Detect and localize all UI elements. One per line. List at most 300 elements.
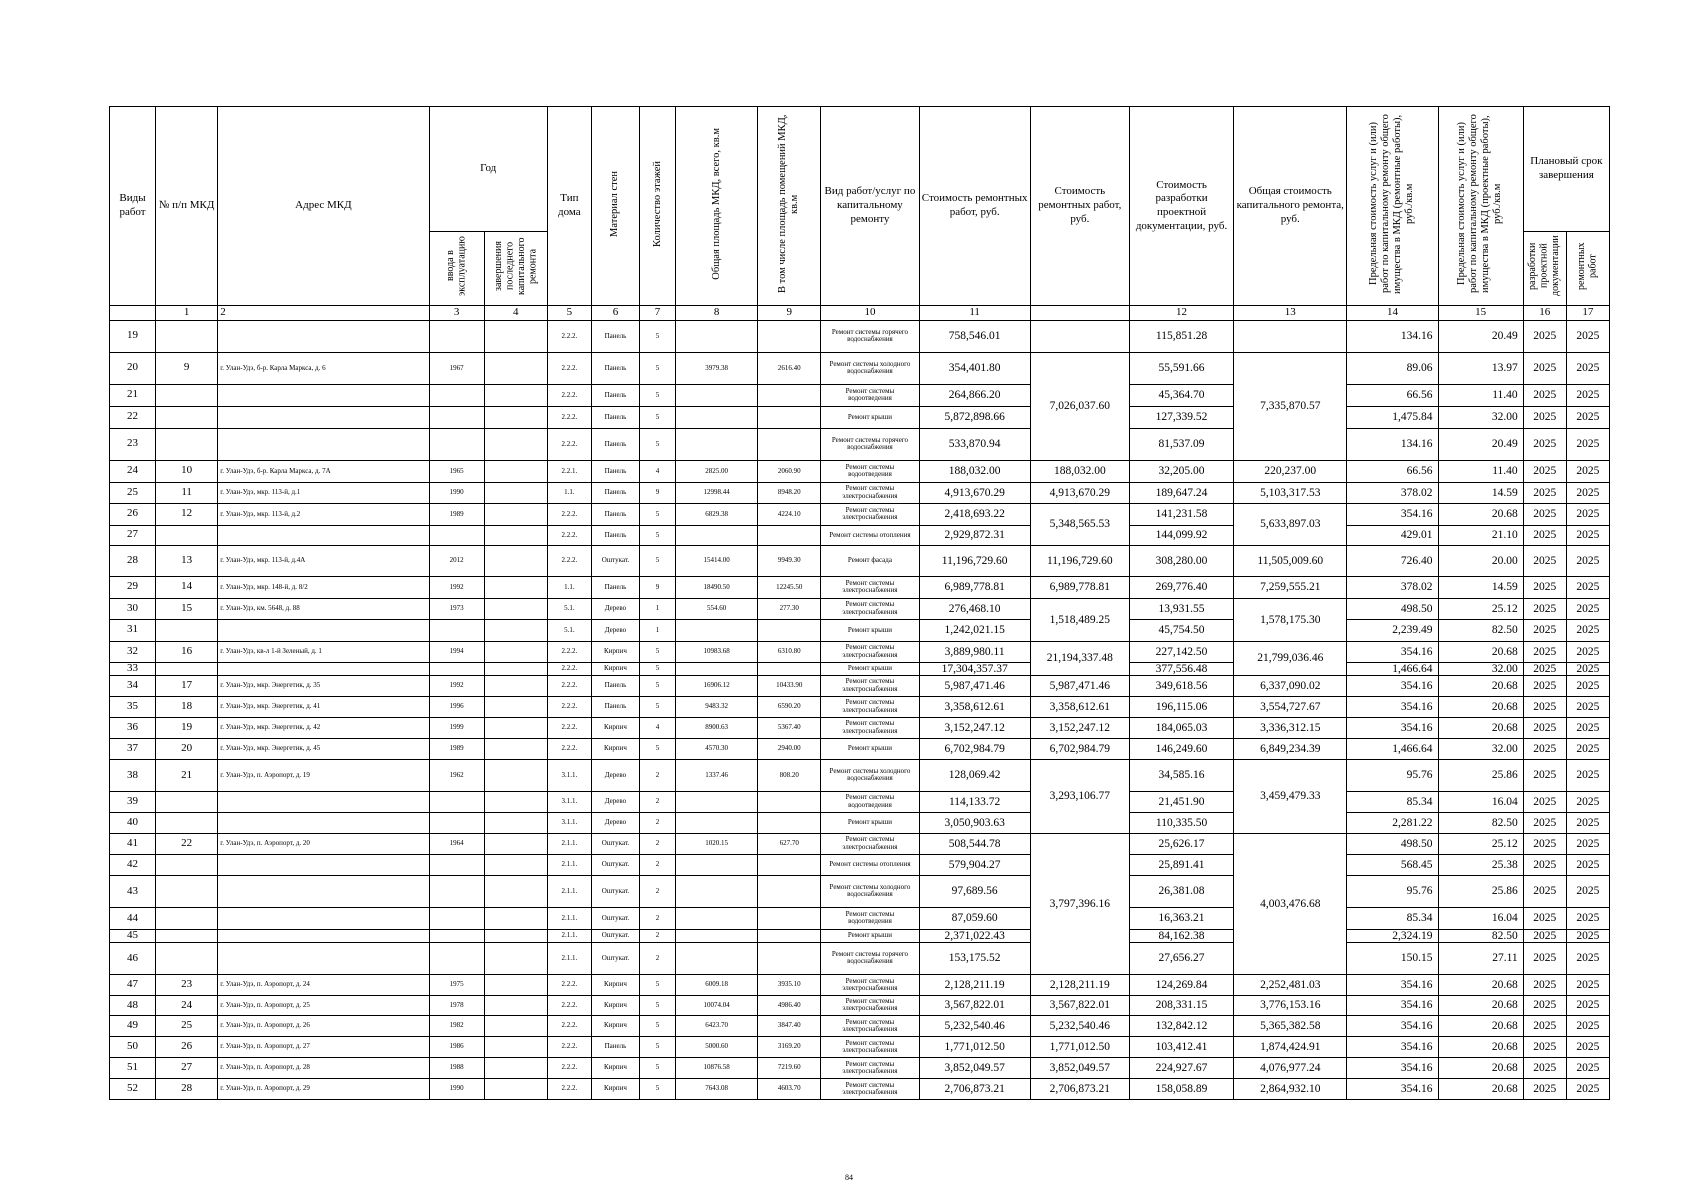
cell-house-type: 2.2.2. <box>547 503 591 525</box>
table-row <box>110 428 1610 460</box>
header-srok-rem-text: ремонтных работ <box>1576 242 1599 290</box>
cell-design-cost: 110,335.50 <box>1129 812 1233 833</box>
cell-total-capital-cost: 1,874,424.91 <box>1234 1036 1347 1057</box>
cell-deadline-design: 2025 <box>1523 995 1566 1015</box>
cell-premises-area: 3935.10 <box>758 974 821 995</box>
cell-floors: 5 <box>640 406 676 428</box>
cell-deadline-design: 2025 <box>1523 833 1566 854</box>
col-number: 4 <box>484 306 547 321</box>
cell-design-cost: 34,585.16 <box>1129 759 1233 791</box>
cell-deadline-repair: 2025 <box>1566 598 1609 619</box>
table-row <box>110 929 1610 942</box>
cell-vid-rabot: 31 <box>110 619 156 641</box>
cell-limit-repair-cost: 726.40 <box>1347 545 1438 576</box>
cell-deadline-design: 2025 <box>1523 576 1566 598</box>
cell-mkd-number <box>156 384 218 406</box>
cell-address <box>218 384 429 406</box>
header-vid-rabot-uslug: Вид работ/услуг по капитальному ремонту <box>821 107 919 306</box>
cell-year-built: 2012 <box>429 545 484 576</box>
cell-wall-material: Кирпич <box>591 1015 639 1036</box>
cell-mkd-number <box>156 942 218 974</box>
cell-vid-rabot: 51 <box>110 1057 156 1078</box>
cell-deadline-repair: 2025 <box>1566 875 1609 907</box>
cell-mkd-number <box>156 812 218 833</box>
cell-deadline-repair: 2025 <box>1566 641 1609 662</box>
cell-deadline-design: 2025 <box>1523 1015 1566 1036</box>
cell-design-cost: 349,618.56 <box>1129 675 1233 696</box>
cell-premises-area <box>758 812 821 833</box>
cell-wall-material: Кирпич <box>591 1078 639 1099</box>
cell-premises-area <box>758 929 821 942</box>
col-number: 9 <box>758 306 821 321</box>
cell-work-type: Ремонт крыши <box>821 406 919 428</box>
header-planovy-srok: Плановый срок завершения <box>1523 107 1609 232</box>
cell-house-type: 2.2.2. <box>547 1015 591 1036</box>
table-row <box>110 576 1610 598</box>
cell-limit-repair-cost: 85.34 <box>1347 907 1438 929</box>
cell-deadline-repair: 2025 <box>1566 503 1609 525</box>
cell-deadline-repair: 2025 <box>1566 406 1609 428</box>
cell-total-area: 554.60 <box>676 598 758 619</box>
table-row <box>110 503 1610 525</box>
cell-wall-material: Панель <box>591 406 639 428</box>
cell-year-last-repair <box>484 812 547 833</box>
cell-total-capital-cost: 5,633,897.03 <box>1234 503 1347 545</box>
cell-premises-area <box>758 662 821 675</box>
cell-design-cost: 377,556.48 <box>1129 662 1233 675</box>
cell-work-type: Ремонт системы водоотведения <box>821 384 919 406</box>
cell-total-area: 6423.70 <box>676 1015 758 1036</box>
col-number: 14 <box>1347 306 1438 321</box>
cell-year-last-repair <box>484 460 547 482</box>
cell-design-cost: 25,891.41 <box>1129 854 1233 875</box>
cell-floors: 5 <box>640 995 676 1015</box>
cell-wall-material: Панель <box>591 384 639 406</box>
cell-deadline-design: 2025 <box>1523 428 1566 460</box>
header-kol-etazhey <box>640 107 676 306</box>
cell-wall-material: Оштукат. <box>591 942 639 974</box>
cell-repair-cost-total: 1,771,012.50 <box>1030 1036 1129 1057</box>
header-stoimost-rem-2: Стоимость ремонтных работ, руб. <box>1030 107 1129 306</box>
cell-address <box>218 791 429 812</box>
cell-mkd-number <box>156 929 218 942</box>
col-number: 13 <box>1234 306 1347 321</box>
cell-work-type: Ремонт системы отопления <box>821 525 919 545</box>
header-srok-razrabotki <box>1523 232 1566 306</box>
cell-limit-design-cost: 20.68 <box>1438 974 1523 995</box>
cell-deadline-repair: 2025 <box>1566 619 1609 641</box>
cell-total-area <box>676 525 758 545</box>
cell-limit-design-cost: 27.11 <box>1438 942 1523 974</box>
cell-limit-design-cost: 20.68 <box>1438 641 1523 662</box>
cell-year-last-repair <box>484 942 547 974</box>
cell-premises-area: 9949.30 <box>758 545 821 576</box>
cell-vid-rabot: 37 <box>110 738 156 759</box>
cell-vid-rabot: 45 <box>110 929 156 942</box>
cell-work-type: Ремонт системы электроснабжения <box>821 482 919 503</box>
cell-work-type: Ремонт системы электроснабжения <box>821 1078 919 1099</box>
cell-address <box>218 854 429 875</box>
cell-address: г. Улан-Удэ, п. Аэропорт, д. 25 <box>218 995 429 1015</box>
cell-address: г. Улан-Удэ, км. 5648, д. 88 <box>218 598 429 619</box>
cell-deadline-design: 2025 <box>1523 1057 1566 1078</box>
cell-year-last-repair <box>484 641 547 662</box>
cell-work-type: Ремонт системы горячего водоснабжения <box>821 428 919 460</box>
cell-deadline-design: 2025 <box>1523 662 1566 675</box>
cell-house-type: 2.2.2. <box>547 717 591 738</box>
cell-work-type: Ремонт системы электроснабжения <box>821 696 919 717</box>
header-predel-rem-text: Предельная стоимость услуг и (или) работ по капитальному ремонту общего имущества в МКД (ремонтные работы), руб./кв.м <box>1368 114 1416 294</box>
cell-deadline-repair: 2025 <box>1566 352 1609 384</box>
cell-address: г. Улан-Удэ, мкр. Энергетик, д. 41 <box>218 696 429 717</box>
cell-house-type: 2.2.2. <box>547 974 591 995</box>
cell-year-built: 1996 <box>429 696 484 717</box>
cell-deadline-repair: 2025 <box>1566 812 1609 833</box>
cell-limit-repair-cost: 354.16 <box>1347 974 1438 995</box>
header-vid-rabot: Виды работ <box>110 107 156 306</box>
table-row <box>110 352 1610 384</box>
cell-floors: 5 <box>640 1036 676 1057</box>
cell-deadline-repair: 2025 <box>1566 974 1609 995</box>
cell-address: г. Улан-Удэ, п. Аэропорт, д. 19 <box>218 759 429 791</box>
header-god-vvoda <box>429 232 484 306</box>
cell-address: г. Улан-Удэ, п. Аэропорт, д. 20 <box>218 833 429 854</box>
cell-repair-cost: 153,175.52 <box>919 942 1030 974</box>
col-number: 2 <box>218 306 429 321</box>
col-number: 5 <box>547 306 591 321</box>
cell-limit-design-cost: 82.50 <box>1438 929 1523 942</box>
table-row <box>110 384 1610 406</box>
cell-year-built: 1964 <box>429 833 484 854</box>
cell-repair-cost-total: 6,702,984.79 <box>1030 738 1129 759</box>
cell-work-type: Ремонт системы водоотведения <box>821 460 919 482</box>
cell-mkd-number: 24 <box>156 995 218 1015</box>
cell-year-last-repair <box>484 619 547 641</box>
cell-mkd-number <box>156 662 218 675</box>
cell-design-cost: 158,058.89 <box>1129 1078 1233 1099</box>
cell-vid-rabot: 39 <box>110 791 156 812</box>
cell-floors: 5 <box>640 1078 676 1099</box>
header-god-vvoda-text: ввода в эксплуатацию <box>445 236 468 297</box>
cell-house-type: 5.1. <box>547 598 591 619</box>
col-number <box>110 306 156 321</box>
cell-limit-repair-cost: 354.16 <box>1347 1015 1438 1036</box>
cell-year-built: 1978 <box>429 995 484 1015</box>
cell-limit-design-cost: 32.00 <box>1438 662 1523 675</box>
cell-limit-design-cost: 20.68 <box>1438 995 1523 1015</box>
cell-total-area <box>676 428 758 460</box>
cell-repair-cost: 114,133.72 <box>919 791 1030 812</box>
cell-repair-cost-total: 1,518,489.25 <box>1030 598 1129 641</box>
capital-repair-register-table <box>109 106 1610 1100</box>
cell-year-last-repair <box>484 384 547 406</box>
cell-total-area: 12998.44 <box>676 482 758 503</box>
cell-repair-cost: 276,468.10 <box>919 598 1030 619</box>
cell-mkd-number: 21 <box>156 759 218 791</box>
cell-year-last-repair <box>484 738 547 759</box>
cell-vid-rabot: 24 <box>110 460 156 482</box>
cell-total-capital-cost: 6,849,234.39 <box>1234 738 1347 759</box>
col-number: 1 <box>156 306 218 321</box>
cell-wall-material: Панель <box>591 482 639 503</box>
cell-design-cost: 25,626.17 <box>1129 833 1233 854</box>
cell-deadline-repair: 2025 <box>1566 995 1609 1015</box>
cell-total-area: 5000.60 <box>676 1036 758 1057</box>
cell-vid-rabot: 26 <box>110 503 156 525</box>
cell-limit-repair-cost: 429.01 <box>1347 525 1438 545</box>
cell-deadline-design: 2025 <box>1523 460 1566 482</box>
cell-house-type: 2.2.2. <box>547 1057 591 1078</box>
cell-total-area: 4570.30 <box>676 738 758 759</box>
cell-wall-material: Кирпич <box>591 974 639 995</box>
col-number: 16 <box>1523 306 1566 321</box>
cell-deadline-repair: 2025 <box>1566 320 1609 352</box>
cell-deadline-design: 2025 <box>1523 854 1566 875</box>
cell-premises-area: 808.20 <box>758 759 821 791</box>
cell-house-type: 2.2.2. <box>547 662 591 675</box>
cell-floors: 5 <box>640 428 676 460</box>
cell-floors: 9 <box>640 482 676 503</box>
cell-design-cost: 196,115.06 <box>1129 696 1233 717</box>
cell-repair-cost-total: 2,706,873.21 <box>1030 1078 1129 1099</box>
cell-wall-material: Панель <box>591 503 639 525</box>
cell-limit-design-cost: 25.38 <box>1438 854 1523 875</box>
cell-work-type: Ремонт системы электроснабжения <box>821 598 919 619</box>
col-number: 8 <box>676 306 758 321</box>
cell-total-capital-cost: 2,252,481.03 <box>1234 974 1347 995</box>
cell-deadline-repair: 2025 <box>1566 833 1609 854</box>
cell-vid-rabot: 34 <box>110 675 156 696</box>
cell-design-cost: 45,364.70 <box>1129 384 1233 406</box>
cell-year-built: 1990 <box>429 1078 484 1099</box>
cell-deadline-repair: 2025 <box>1566 545 1609 576</box>
cell-total-area: 10074.04 <box>676 995 758 1015</box>
cell-limit-design-cost: 11.40 <box>1438 460 1523 482</box>
cell-address: г. Улан-Удэ, мкр. 148-й, д. 8/2 <box>218 576 429 598</box>
cell-total-area: 1020.15 <box>676 833 758 854</box>
cell-design-cost: 208,331.15 <box>1129 995 1233 1015</box>
cell-total-area: 3979.38 <box>676 352 758 384</box>
cell-address: г. Улан-Удэ, п. Аэропорт, д. 29 <box>218 1078 429 1099</box>
cell-total-capital-cost: 5,365,382.58 <box>1234 1015 1347 1036</box>
cell-work-type: Ремонт крыши <box>821 929 919 942</box>
cell-vid-rabot: 52 <box>110 1078 156 1099</box>
cell-vid-rabot: 48 <box>110 995 156 1015</box>
cell-limit-repair-cost: 354.16 <box>1347 675 1438 696</box>
cell-wall-material: Кирпич <box>591 662 639 675</box>
cell-wall-material: Оштукат. <box>591 929 639 942</box>
cell-total-capital-cost: 2,864,932.10 <box>1234 1078 1347 1099</box>
cell-deadline-design: 2025 <box>1523 384 1566 406</box>
cell-year-built: 1982 <box>429 1015 484 1036</box>
cell-limit-design-cost: 16.04 <box>1438 907 1523 929</box>
table-row <box>110 662 1610 675</box>
cell-address <box>218 812 429 833</box>
cell-work-type: Ремонт системы электроснабжения <box>821 974 919 995</box>
header-v-tom-chisle <box>758 107 821 306</box>
cell-total-area <box>676 907 758 929</box>
column-number-row <box>110 306 1610 321</box>
cell-design-cost: 32,205.00 <box>1129 460 1233 482</box>
cell-address: г. Улан-Удэ, п. Аэропорт, д. 27 <box>218 1036 429 1057</box>
cell-repair-cost: 533,870.94 <box>919 428 1030 460</box>
cell-repair-cost: 508,544.78 <box>919 833 1030 854</box>
cell-mkd-number: 20 <box>156 738 218 759</box>
cell-repair-cost-total: 3,797,396.16 <box>1030 833 1129 974</box>
cell-repair-cost: 3,050,903.63 <box>919 812 1030 833</box>
cell-limit-design-cost: 20.68 <box>1438 717 1523 738</box>
cell-year-built <box>429 812 484 833</box>
cell-total-area <box>676 791 758 812</box>
cell-deadline-design: 2025 <box>1523 320 1566 352</box>
cell-house-type: 2.2.2. <box>547 525 591 545</box>
cell-house-type: 2.2.2. <box>547 1036 591 1057</box>
cell-limit-repair-cost: 150.15 <box>1347 942 1438 974</box>
cell-floors: 5 <box>640 974 676 995</box>
cell-deadline-design: 2025 <box>1523 907 1566 929</box>
col-number: 11 <box>919 306 1030 321</box>
table-row <box>110 738 1610 759</box>
cell-year-last-repair <box>484 1015 547 1036</box>
cell-wall-material: Дерево <box>591 759 639 791</box>
cell-limit-design-cost: 20.49 <box>1438 320 1523 352</box>
cell-vid-rabot: 44 <box>110 907 156 929</box>
cell-vid-rabot: 43 <box>110 875 156 907</box>
cell-deadline-design: 2025 <box>1523 406 1566 428</box>
cell-deadline-repair: 2025 <box>1566 576 1609 598</box>
cell-premises-area: 3847.40 <box>758 1015 821 1036</box>
cell-repair-cost: 758,546.01 <box>919 320 1030 352</box>
cell-design-cost: 26,381.08 <box>1129 875 1233 907</box>
header-v-tom-chisle-text: В том числе площадь помещений МКД, кв.м <box>777 114 801 293</box>
cell-repair-cost-total: 7,026,037.60 <box>1030 352 1129 460</box>
cell-deadline-design: 2025 <box>1523 738 1566 759</box>
cell-address: г. Улан-Удэ, п. Аэропорт, д. 28 <box>218 1057 429 1078</box>
cell-vid-rabot: 42 <box>110 854 156 875</box>
cell-design-cost: 144,099.92 <box>1129 525 1233 545</box>
cell-design-cost: 103,412.41 <box>1129 1036 1233 1057</box>
cell-floors: 2 <box>640 812 676 833</box>
cell-repair-cost: 3,567,822.01 <box>919 995 1030 1015</box>
cell-year-built: 1989 <box>429 738 484 759</box>
cell-limit-repair-cost: 354.16 <box>1347 503 1438 525</box>
cell-premises-area: 8948.20 <box>758 482 821 503</box>
cell-mkd-number: 26 <box>156 1036 218 1057</box>
cell-repair-cost: 354,401.80 <box>919 352 1030 384</box>
cell-vid-rabot: 30 <box>110 598 156 619</box>
table-row <box>110 460 1610 482</box>
cell-repair-cost: 4,913,670.29 <box>919 482 1030 503</box>
cell-total-area: 10983.68 <box>676 641 758 662</box>
cell-vid-rabot: 41 <box>110 833 156 854</box>
cell-premises-area <box>758 791 821 812</box>
table-row <box>110 675 1610 696</box>
cell-repair-cost-total: 3,852,049.57 <box>1030 1057 1129 1078</box>
cell-total-area <box>676 854 758 875</box>
cell-repair-cost: 1,771,012.50 <box>919 1036 1030 1057</box>
cell-mkd-number <box>156 428 218 460</box>
table-row <box>110 875 1610 907</box>
cell-work-type: Ремонт системы электроснабжения <box>821 995 919 1015</box>
cell-repair-cost: 128,069.42 <box>919 759 1030 791</box>
cell-vid-rabot: 46 <box>110 942 156 974</box>
cell-design-cost: 224,927.67 <box>1129 1057 1233 1078</box>
cell-deadline-design: 2025 <box>1523 929 1566 942</box>
cell-total-capital-cost: 6,337,090.02 <box>1234 675 1347 696</box>
cell-year-last-repair <box>484 833 547 854</box>
cell-vid-rabot: 47 <box>110 974 156 995</box>
cell-year-built <box>429 406 484 428</box>
cell-work-type: Ремонт системы электроснабжения <box>821 717 919 738</box>
cell-wall-material: Кирпич <box>591 738 639 759</box>
cell-house-type: 2.2.2. <box>547 384 591 406</box>
cell-year-last-repair <box>484 525 547 545</box>
cell-repair-cost: 579,904.27 <box>919 854 1030 875</box>
cell-floors: 2 <box>640 791 676 812</box>
table-row <box>110 482 1610 503</box>
cell-design-cost: 141,231.58 <box>1129 503 1233 525</box>
cell-mkd-number: 12 <box>156 503 218 525</box>
table-row <box>110 833 1610 854</box>
cell-total-capital-cost: 7,259,555.21 <box>1234 576 1347 598</box>
cell-deadline-design: 2025 <box>1523 974 1566 995</box>
cell-house-type: 2.2.2. <box>547 641 591 662</box>
cell-premises-area: 7219.60 <box>758 1057 821 1078</box>
cell-floors: 2 <box>640 833 676 854</box>
cell-total-area: 6829.38 <box>676 503 758 525</box>
cell-year-built <box>429 619 484 641</box>
cell-repair-cost-total: 3,152,247.12 <box>1030 717 1129 738</box>
cell-house-type: 2.2.2. <box>547 1078 591 1099</box>
cell-work-type: Ремонт системы отопления <box>821 854 919 875</box>
cell-deadline-design: 2025 <box>1523 675 1566 696</box>
cell-mkd-number: 9 <box>156 352 218 384</box>
table-row <box>110 1036 1610 1057</box>
cell-deadline-design: 2025 <box>1523 759 1566 791</box>
cell-address <box>218 428 429 460</box>
table-row <box>110 641 1610 662</box>
cell-deadline-repair: 2025 <box>1566 460 1609 482</box>
cell-year-built <box>429 428 484 460</box>
cell-total-area <box>676 406 758 428</box>
cell-year-last-repair <box>484 907 547 929</box>
cell-wall-material: Оштукат. <box>591 875 639 907</box>
header-tip-doma: Тип дома <box>547 107 591 306</box>
cell-limit-repair-cost: 89.06 <box>1347 352 1438 384</box>
cell-premises-area <box>758 854 821 875</box>
cell-limit-repair-cost: 134.16 <box>1347 320 1438 352</box>
cell-premises-area <box>758 875 821 907</box>
cell-premises-area: 4986.40 <box>758 995 821 1015</box>
header-stoimost-rem-1: Стоимость ремонтных работ, руб. <box>919 107 1030 306</box>
cell-repair-cost: 2,706,873.21 <box>919 1078 1030 1099</box>
cell-limit-repair-cost: 85.34 <box>1347 791 1438 812</box>
col-number: 7 <box>640 306 676 321</box>
cell-deadline-design: 2025 <box>1523 482 1566 503</box>
cell-total-capital-cost: 3,336,312.15 <box>1234 717 1347 738</box>
header-predel-proekt-text: Предельная стоимость услуг и (или) работ по капитальному ремонту общего имущества в МКД (проектные работы), руб./кв.м <box>1456 114 1504 294</box>
cell-deadline-repair: 2025 <box>1566 1015 1609 1036</box>
cell-mkd-number <box>156 875 218 907</box>
cell-limit-repair-cost: 2,281.22 <box>1347 812 1438 833</box>
cell-design-cost: 81,537.09 <box>1129 428 1233 460</box>
cell-work-type: Ремонт системы холодного водоснабжения <box>821 875 919 907</box>
cell-limit-design-cost: 13.97 <box>1438 352 1523 384</box>
col-number: 17 <box>1566 306 1609 321</box>
cell-year-last-repair <box>484 662 547 675</box>
table-row <box>110 942 1610 974</box>
cell-repair-cost-total: 3,293,106.77 <box>1030 759 1129 833</box>
